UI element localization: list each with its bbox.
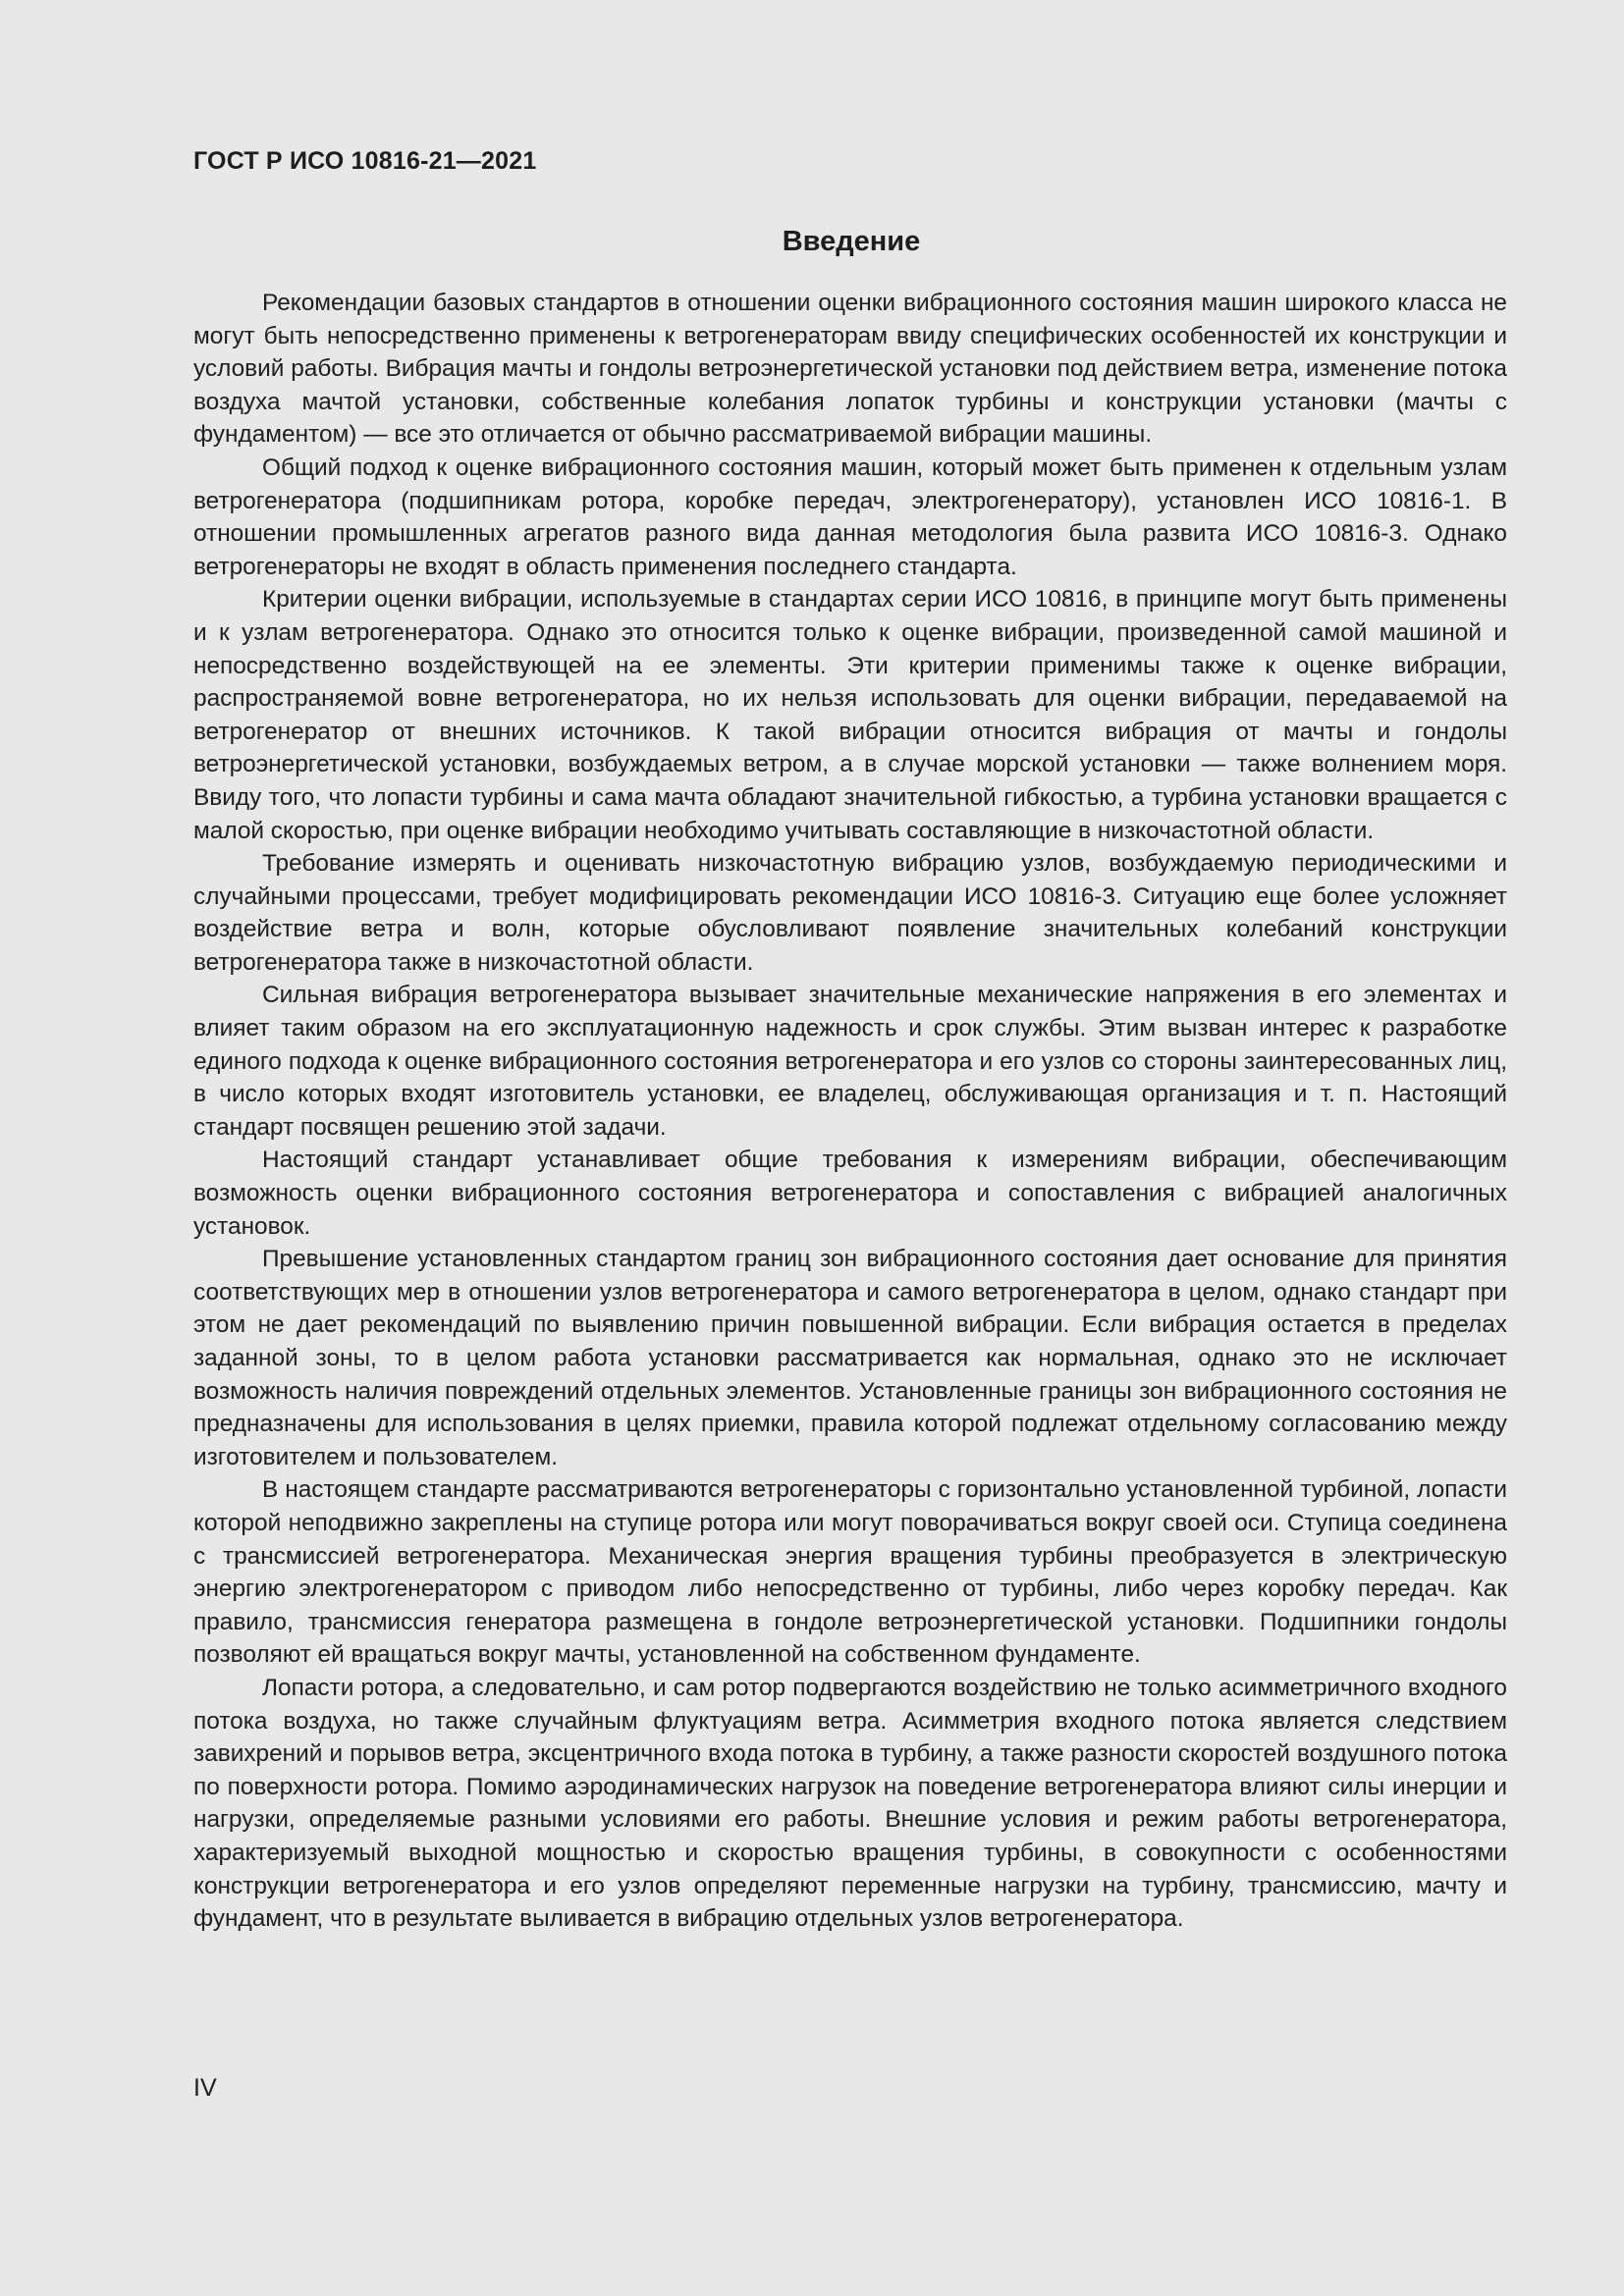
paragraph-2: Общий подход к оценке вибрационного состояния машин, который может быть применен к отдельным узлам ветрогенератора (подшипникам ротора, коробке передач, электрогенератору), установлен ИСО 10816-1. В отношении промышленных агрегатов разного вида данная методология была развита ИСО 10816-3. Однако ветрогенераторы не входят в область применения последнего стандарта.	[193, 454, 1507, 580]
body-text	[193, 287, 1507, 1936]
standard-header: ГОСТ Р ИСО 10816-21—2021	[193, 147, 537, 175]
page-number: IV	[193, 2074, 217, 2102]
paragraph-7: Превышение установленных стандартом границ зон вибрационного состояния дает основание для принятия соответствующих мер в отношении узлов ветрогенератора и самого ветрогенератора в целом, однако стандарт при этом не дает рекомендаций по выявлению причин повышенной вибрации. Если вибрация остается в пределах заданной зоны, то в целом работа установки рассматривается как нормальная, однако это не исключает возможность наличия повреждений отдельных элементов. Установленные границы зон вибрационного состояния не предназначены для использования в целях приемки, правила которой подлежат отдельному согласованию между изготовителем и пользователем.	[193, 1246, 1507, 1470]
paragraph-1: Рекомендации базовых стандартов в отношении оценки вибрационного состояния машин широкого класса не могут быть непосредственно применены к ветрогенераторам ввиду специфических особенностей их конструкции и условий работы. Вибрация мачты и гондолы ветроэнергетической установки под действием ветра, изменение потока воздуха мачтой установки, собственные колебания лопаток турбины и конструкции установки (мачты с фундаментом) — все это отличается от обычно рассматриваемой вибрации машины.	[193, 290, 1507, 449]
paragraph-8: В настоящем стандарте рассматриваются ветрогенераторы с горизонтально установленной турбиной, лопасти которой неподвижно закреплены на ступице ротора или могут поворачиваться вокруг своей оси. Ступица соединена с трансмиссией ветрогенератора. Механическая энергия вращения турбины преобразуется в электрическую энергию электрогенератором с приводом либо непосредственно от турбины, либо через коробку передач. Как правило, трансмиссия генератора размещена в гондоле ветроэнергетической установки. Подшипники гондолы позволяют ей вращаться вокруг мачты, установленной на собственном фундаменте.	[193, 1476, 1507, 1669]
paragraph-4: Требование измерять и оценивать низкочастотную вибрацию узлов, возбуждаемую периодическими и случайными процессами, требует модифицировать рекомендации ИСО 10816-3. Ситуацию еще более усложняет воздействие ветра и волн, которые обусловливают появление значительных колебаний конструкции ветрогенератора также в низкочастотной области.	[193, 850, 1507, 976]
section-title: Введение	[782, 226, 921, 257]
paragraph-9: Лопасти ротора, а следовательно, и сам ротор подвергаются воздействию не только асимметричного входного потока воздуха, но также случайным флуктуациям ветра. Асимметрия входного потока является следствием завихрений и порывов ветра, эксцентричного входа потока в турбину, а также разности скоростей воздушного потока по поверхности ротора. Помимо аэродинамических нагрузок на поведение ветрогенератора влияют силы инерции и нагрузки, определяемые разными условиями его работы. Внешние условия и режим работы ветрогенератора, характеризуемый выходной мощностью и скоростью вращения турбины, в совокупности с особенностями конструкции ветрогенератора и его узлов определяют переменные нагрузки на турбину, трансмиссию, мачту и фундамент, что в результате выливается в вибрацию отдельных узлов ветрогенератора.	[193, 1674, 1507, 1933]
paragraph-3: Критерии оценки вибрации, используемые в стандартах серии ИСО 10816, в принципе могут быть применены и к узлам ветрогенератора. Однако это относится только к оценке вибрации, произведенной самой машиной и непосредственно воздействующей на ее элементы. Эти критерии применимы также к оценке вибрации, распространяемой вовне ветрогенератора, но их нельзя использовать для оценки вибрации, передаваемой на ветрогенератор от внешних источников. К такой вибрации относится вибрация от мачты и гондолы ветроэнергетической установки, возбуждаемых ветром, а в случае морской установки — также волнением моря. Ввиду того, что лопасти турбины и сама мачта обладают значительной гибкостью, а турбина установки вращается с малой скоростью, при оценке вибрации необходимо учитывать составляющие в низкочастотной области.	[193, 586, 1507, 844]
paragraph-5: Сильная вибрация ветрогенератора вызывает значительные механические напряжения в его элементах и влияет таким образом на его эксплуатационную надежность и срок службы. Этим вызван интерес к разработке единого подхода к оценке вибрационного состояния ветрогенератора и его узлов со стороны заинтересованных лиц, в число которых входят изготовитель установки, ее владелец, обслуживающая организация и т. п. Настоящий стандарт посвящен решению этой задачи.	[193, 982, 1507, 1141]
paragraph-6: Настоящий стандарт устанавливает общие требования к измерениям вибрации, обеспечивающим возможность оценки вибрационного состояния ветрогенератора и сопоставления с вибрацией аналогичных установок.	[193, 1147, 1507, 1240]
